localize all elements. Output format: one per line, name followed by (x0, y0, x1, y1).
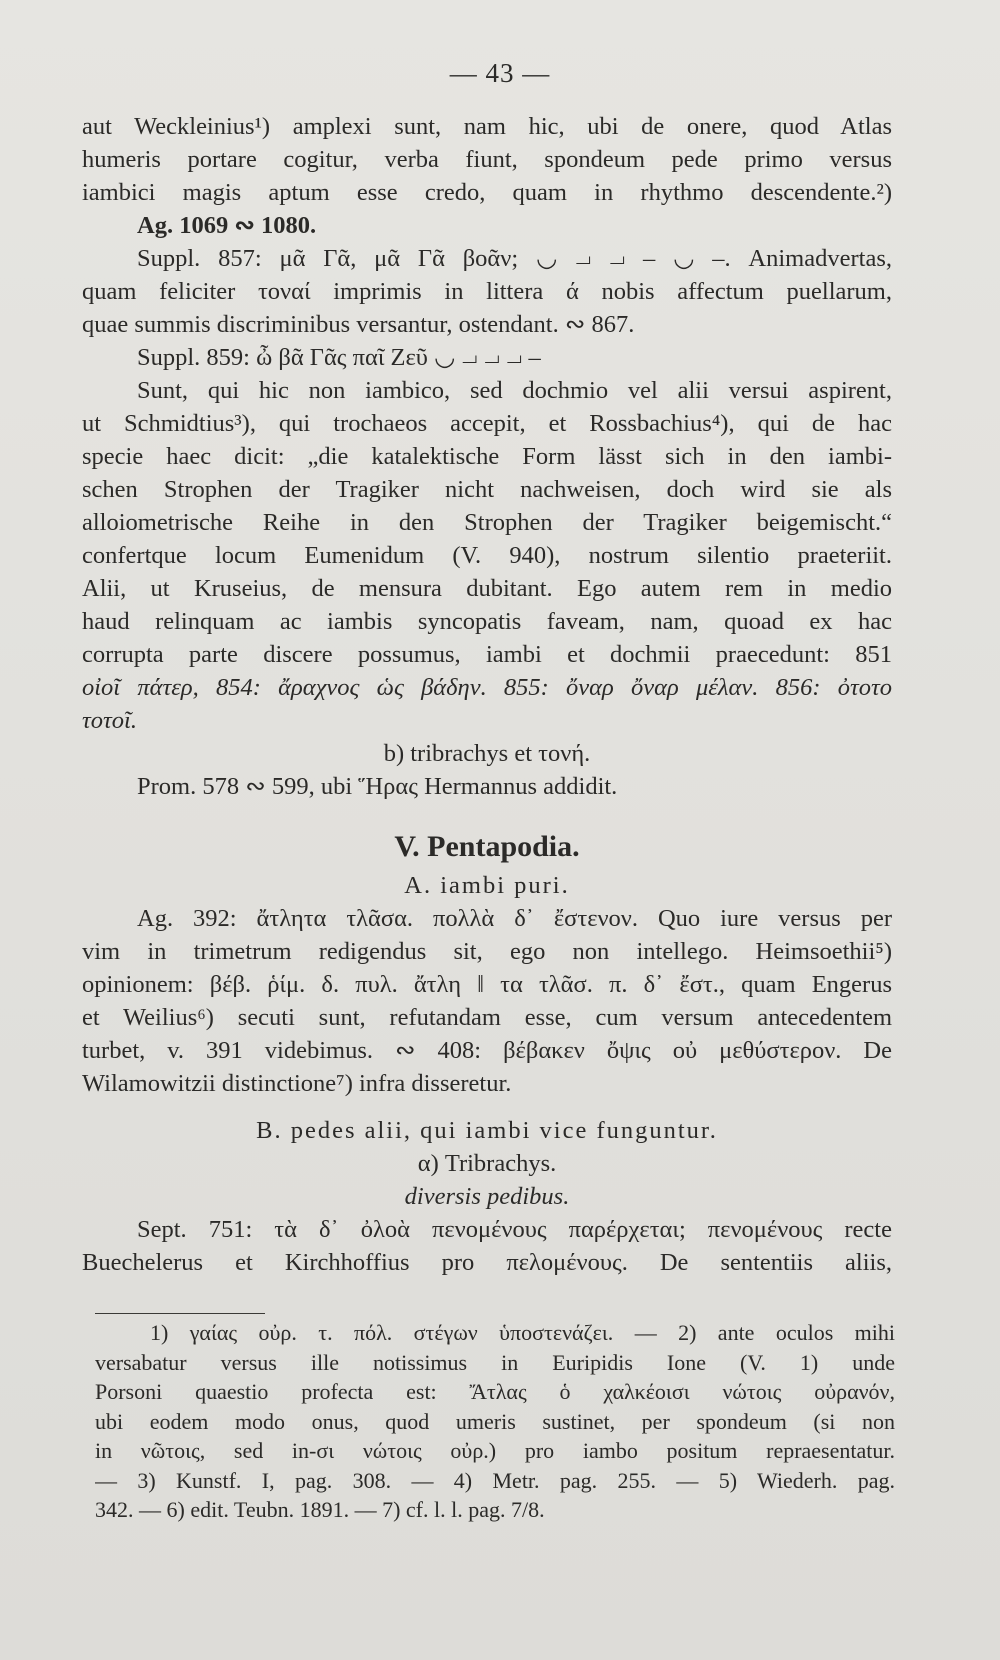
footnote-line: Porsoni quaestio profecta est: Ἄτλας ὁ χαλκέοισι νώτοις οὐρανόν, (95, 1379, 895, 1404)
text-line: iambici magis aptum esse credo, quam in rhythmo descendente.²) (82, 179, 892, 206)
text-line: Prom. 578 ∾ 599, ubi Ἥρας Hermannus addidit. (137, 773, 618, 800)
footnote-line: 342. — 6) edit. Teubn. 1891. — 7) cf. l. l. pag. 7/8. (95, 1497, 545, 1522)
section-subheading: B. pedes alii, qui iambi vice funguntur. (256, 1117, 718, 1144)
page-number-header: — 43 — (449, 58, 551, 88)
footnote-line: versabatur versus ille notissimus in Euripidis Ione (V. 1) unde (95, 1349, 895, 1375)
text-line: Suppl. 857: μᾶ Γᾶ, μᾶ Γᾶ βοᾶν; ◡ ⏗ ⏗ – ◡ –. Animadvertas, (137, 245, 892, 272)
text-line: haud relinquam ac iambis syncopatis faveam, nam, quoad ex hac (82, 608, 892, 635)
text-line: alloiometrische Reihe in den Strophen der Tragiker beigemischt.“ (82, 509, 892, 536)
text-line: aut Weckleinius¹) amplexi sunt, nam hic, ubi de onere, quod Atlas (82, 113, 892, 140)
text-line: quae summis discriminibus versantur, ostendant. ∾ 867. (82, 311, 635, 338)
footnote-line: — 3) Kunstf. I, pag. 308. — 4) Metr. pag. 255. — 5) Wiederh. pag. (95, 1467, 895, 1493)
text-line: et Weilius⁶) secuti sunt, refutandam esse, cum versum antecedentem (82, 1004, 892, 1031)
footnote-divider (95, 1313, 265, 1314)
text-line: ut Schmidtius³), qui trochaeos accepit, et Rossbachius⁴), qui de hac (82, 410, 892, 437)
text-line: Suppl. 859: ὦ βᾶ Γᾶς παῖ Ζεῦ ◡ ⏗ ⏗ ⏗ – (137, 344, 541, 371)
text-line: corrupta parte discere possumus, iambi et dochmii praecedunt: 851 (82, 641, 892, 668)
footnotes (95, 1318, 895, 1525)
text-line: specie haec dicit: „die katalektische Form lässt sich in den iambi- (82, 443, 892, 470)
text-line: τοτοῖ. (82, 707, 137, 734)
section-subheading: α) Tribrachys. (417, 1150, 557, 1177)
section-subheading: b) tribrachys et τονή. (383, 740, 591, 767)
text-line: Ag. 1069 ∾ 1080. (137, 212, 317, 239)
footnote-line: ubi eodem modo onus, quod umeris sustinet, per spondeum (si non (95, 1408, 895, 1434)
footnote-line: 1) γαίας οὐρ. τ. πόλ. στέγων ὑποστενάζει. — 2) ante oculos mihi (150, 1320, 895, 1345)
text-line: Sept. 751: τὰ δ᾽ ὀλοὰ πενομένους παρέρχεται; πενομένους recte (137, 1216, 892, 1243)
body-text (82, 110, 892, 1279)
text-line: Sunt, qui hic non iambico, sed dochmio vel alii versui aspirent, (137, 377, 892, 404)
section-subheading: diversis pedibus. (404, 1183, 570, 1210)
text-line: opinionem: βέβ. ῥίμ. δ. πυλ. ἄτλη ‖ τα τλᾶσ. π. δ᾽ ἔστ., quam Engerus (82, 971, 892, 998)
text-line: quam feliciter τοναί imprimis in littera ά nobis affectum puellarum, (82, 278, 892, 305)
footnote-line: in νῶτοις, sed in-σι νώτοις οὐρ.) pro iambo positum repraesentatur. (95, 1438, 895, 1463)
text-line: turbet, v. 391 videbimus. ∾ 408: βέβακεν ὄψις οὐ μεθύστερον. De (82, 1037, 892, 1064)
section-heading: V. Pentapodia. (394, 830, 580, 863)
text-line: Ag. 392: ἄτλητα τλᾶσα. πολλὰ δ᾽ ἔστενον. Quo iure versus per (137, 905, 892, 932)
text-line: Buechelerus et Kirchhoffius pro πελομένους. De sententiis aliis, (82, 1249, 892, 1276)
text-line: schen Strophen der Tragiker nicht nachweisen, doch wird sie als (82, 476, 892, 503)
text-line: humeris portare cogitur, verba fiunt, spondeum pede primo versus (82, 146, 892, 173)
text-line: Alii, ut Kruseius, de mensura dubitant. Ego autem rem in medio (82, 575, 892, 602)
text-line: vim in trimetrum redigendus sit, ego non intellego. Heimsoethii⁵) (82, 938, 892, 965)
text-line: Wilamowitzii distinctione⁷) infra disseretur. (82, 1070, 512, 1097)
text-line: οἰοῖ πάτερ, 854: ἄραχνος ὡς βάδην. 855: ὄναρ ὄναρ μέλαν. 856: ὀτοτο (82, 674, 892, 701)
section-subheading: A. iambi puri. (404, 872, 570, 899)
text-line: confertque locum Eumenidum (V. 940), nostrum silentio praeteriit. (82, 542, 892, 569)
